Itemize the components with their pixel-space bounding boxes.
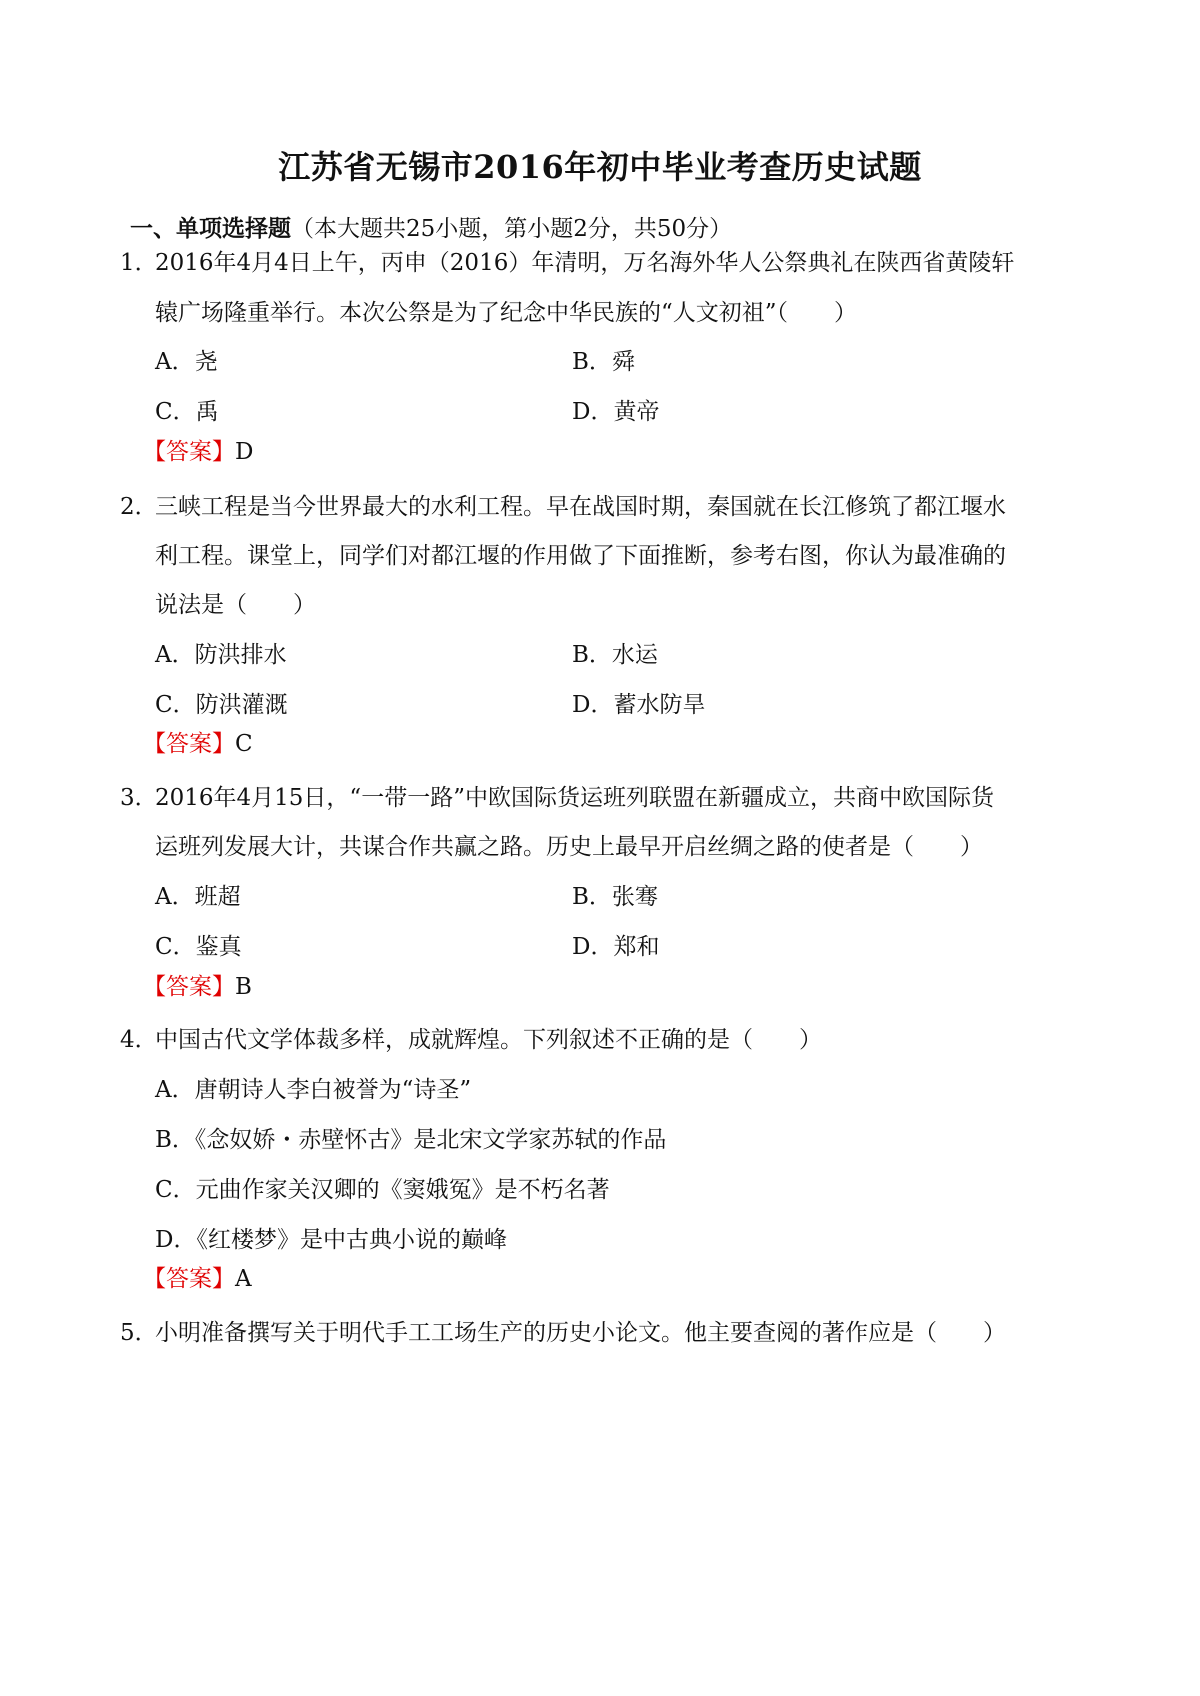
option-c: C．鉴真 — [155, 934, 242, 960]
option-c: C．禹 — [155, 399, 219, 425]
question-text-line: 2016年4月15日，“一带一路”中欧国际货运班列联盟在新疆成立，共商中欧国际货 — [155, 785, 994, 811]
option-a: A．唐朝诗人李白被誉为“诗圣” — [155, 1077, 472, 1103]
option-d: D．郑和 — [572, 934, 660, 960]
option-b: B．张骞 — [572, 884, 658, 910]
question-text-line: 利工程。课堂上，同学们对都江堰的作用做了下面推断，参考右图，你认为最准确的 — [155, 543, 1006, 569]
question-number: 2． — [120, 494, 158, 520]
question-text-line: 小明准备撰写关于明代手工工场生产的历史小论文。他主要查阅的著作应是（ ） — [155, 1320, 1006, 1346]
option-b: B．舜 — [572, 349, 635, 375]
question-text-line: 2016年4月4日上午，丙申（2016）年清明，万名海外华人公祭典礼在陕西省黄陵轩 — [155, 250, 1015, 276]
question-text-line: 中国古代文学体裁多样，成就辉煌。下列叙述不正确的是（ ） — [155, 1027, 822, 1053]
answer-value: B — [235, 974, 252, 1000]
page-title: 江苏省无锡市2016年初中毕业考查历史试题 — [278, 148, 922, 186]
answer-label: 【答案】 — [143, 439, 235, 465]
option-c: C．防洪灌溉 — [155, 692, 288, 718]
option-a: A．防洪排水 — [155, 642, 287, 668]
option-d: D．《红楼梦》是中古典小说的巅峰 — [155, 1227, 507, 1253]
answer-label: 【答案】 — [143, 974, 235, 1000]
answer-value: C — [235, 731, 253, 757]
answer-value: A — [235, 1266, 252, 1292]
option-a: A．班超 — [155, 884, 241, 910]
question-number: 4． — [120, 1027, 158, 1053]
option-b: B．《念奴娇・赤壁怀古》是北宋文学家苏轼的作品 — [155, 1127, 667, 1153]
option-c: C．元曲作家关汉卿的《窦娥冤》是不朽名著 — [155, 1177, 610, 1203]
option-d: D．黄帝 — [572, 399, 660, 425]
question-text-line: 三峡工程是当今世界最大的水利工程。早在战国时期，秦国就在长江修筑了都江堰水 — [155, 494, 1006, 520]
answer-line — [143, 729, 253, 759]
question-number: 3． — [120, 785, 158, 811]
answer-line — [143, 972, 252, 1002]
answer-label: 【答案】 — [143, 1266, 235, 1292]
section-label: 一、单项选择题 — [130, 215, 291, 242]
option-b: B．水运 — [572, 642, 658, 668]
option-d: D．蓄水防旱 — [572, 692, 706, 718]
question-number: 1． — [120, 250, 158, 276]
answer-value: D — [235, 439, 254, 465]
question-text-line: 说法是（ ） — [155, 592, 316, 618]
answer-line — [143, 1264, 252, 1294]
question-text-line: 运班列发展大计，共谋合作共赢之路。历史上最早开启丝绸之路的使者是（ ） — [155, 834, 983, 860]
answer-label: 【答案】 — [143, 731, 235, 757]
answer-line — [143, 437, 253, 467]
section-heading — [130, 214, 732, 244]
question-text-line: 辕广场隆重举行。本次公祭是为了纪念中华民族的“人文初祖”（ ） — [155, 300, 858, 326]
question-number: 5． — [120, 1320, 158, 1346]
option-a: A．尧 — [155, 349, 218, 375]
section-note: （本大题共25小题，第小题2分，共50分） — [291, 216, 733, 242]
